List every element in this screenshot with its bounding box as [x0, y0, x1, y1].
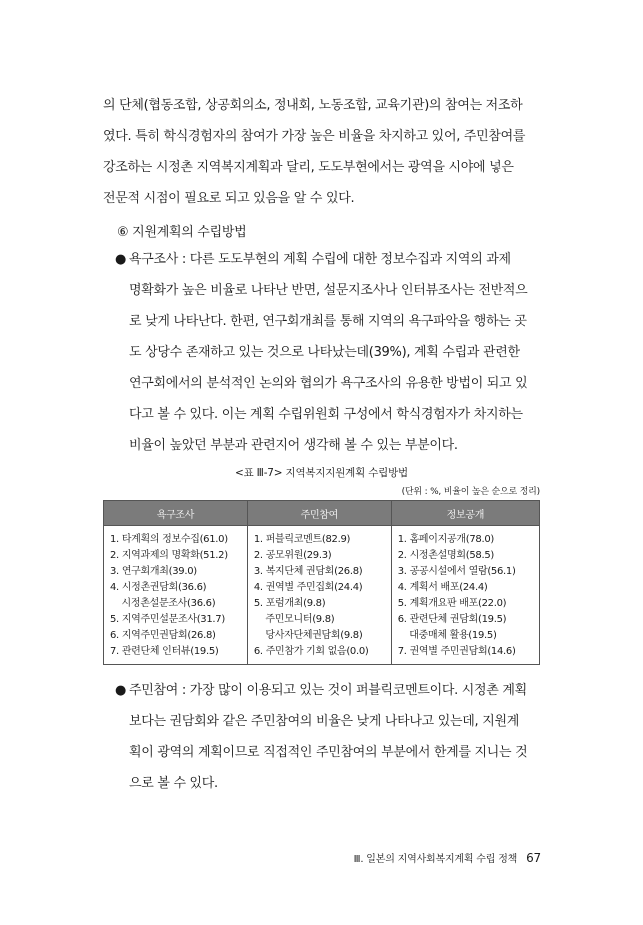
text-line: 로 낮게 나타난다. 한편, 연구회개최를 통해 지역의 욕구파악을 행하는 곳: [129, 314, 527, 329]
text-line: 명확화가 높은 비율로 나타난 반면, 설문지조사나 인터뷰조사는 전반적으: [129, 283, 528, 298]
text-line: 으로 볼 수 있다.: [129, 776, 218, 791]
list-item: 2. 지역과제의 명확화(51.2): [110, 550, 228, 561]
page-footer: [354, 850, 541, 865]
text-line: 연구회에서의 분석적인 논의와 협의가 욕구조사의 유용한 방법이 되고 있: [129, 376, 528, 391]
text-line: 주민참여 : 가장 많이 이용되고 있는 것이 퍼블릭코멘트이다. 시정촌 계획: [129, 683, 527, 698]
list-item: 2. 시정촌설명회(58.5): [397, 550, 494, 561]
list-item: 4. 시정촌권담회(36.6): [110, 582, 207, 593]
bullet-resident-participation: [115, 675, 545, 799]
list-item: 3. 공공시설에서 열람(56.1): [397, 566, 516, 577]
list-item: 7. 관련단체 인터뷰(19.5): [110, 646, 219, 657]
list-item: 6. 주민참가 기회 없음(0.0): [253, 646, 369, 657]
list-item: 3. 연구회개최(39.0): [110, 566, 197, 577]
text-line: 다고 볼 수 있다. 이는 계획 수립위원회 구성에서 학식경험자가 차지하는: [129, 407, 523, 422]
text-line: 획이 광역의 계획이므로 직접적인 주민참여의 부분에서 한계를 지니는 것: [129, 745, 528, 760]
text-line: 도 상당수 존재하고 있는 것으로 나타났는데(39%), 계획 수립과 관련한: [129, 345, 520, 360]
list-item: 대중매체 활용(19.5): [397, 630, 497, 641]
needs-survey-cell: [104, 526, 248, 665]
table-unit-note: (단위 : %, 비율이 높은 순으로 정리): [401, 487, 540, 497]
bullet-icon: ●: [115, 683, 127, 698]
resident-participation-cell: [247, 526, 391, 665]
list-item: 주민모니터(9.8): [253, 614, 335, 625]
header-needs-survey: 욕구조사: [104, 501, 248, 526]
list-item: 4. 계획서 배포(24.4): [397, 582, 488, 593]
chapter-title: Ⅲ. 일본의 지역사회복지계획 수립 정책: [353, 854, 518, 865]
section-subheading: ⑥ 지원계획의 수립방법: [117, 225, 247, 240]
list-item: 4. 권역별 주민집회(24.4): [253, 582, 363, 593]
bullet-needs-survey: [115, 244, 545, 461]
list-item: 5. 계획개요판 배포(22.0): [397, 598, 507, 609]
list-item: 2. 공모위원(29.3): [253, 550, 332, 561]
list-item: 3. 복지단체 권담회(26.8): [253, 566, 363, 577]
list-item: 5. 포럼개최(9.8): [253, 598, 326, 609]
text-line: 였다. 특히 학식경험자의 참여가 가장 높은 비율을 차지하고 있어, 주민참여를: [103, 129, 526, 144]
information-disclosure-cell: [391, 526, 539, 665]
list-item: 5. 지역주민설문조사(31.7): [110, 614, 225, 625]
list-item: 6. 지역주민권담회(26.8): [110, 630, 216, 641]
table-caption: <표 Ⅲ-7> 지역복지지원계획 수립방법: [235, 467, 408, 479]
text-line: 의 단체(협동조합, 상공회의소, 정내회, 노동조합, 교육기관)의 참여는 저조하: [103, 98, 523, 113]
list-item: 7. 권역별 주민권담회(14.6): [397, 646, 516, 657]
list-item: 당사자단체권담회(9.8): [253, 630, 363, 641]
list-item: 1. 퍼블릭코멘트(82.9): [253, 534, 351, 545]
planning-methods-table: [103, 500, 540, 665]
bullet-icon: ●: [115, 252, 127, 267]
text-line: 욕구조사 : 다른 도도부현의 계획 수립에 대한 정보수집과 지역의 과제: [129, 252, 511, 267]
intro-paragraph: [103, 90, 543, 214]
text-line: 전문적 시점이 필요로 되고 있음을 알 수 있다.: [103, 191, 355, 206]
text-line: 보다는 권담회와 같은 주민참여의 비율은 낮게 나타나고 있는데, 지원계: [129, 714, 519, 729]
text-line: 강조하는 시정촌 지역복지계획과 달리, 도도부현에서는 광역을 시야에 넣은: [103, 160, 514, 175]
text-line: 비율이 높았던 부분과 관련지어 생각해 볼 수 있는 부분이다.: [129, 438, 458, 453]
header-information-disclosure: 정보공개: [391, 501, 539, 526]
list-item: 시정촌설문조사(36.6): [110, 598, 216, 609]
page-number: 67: [526, 851, 541, 865]
header-resident-participation: 주민참여: [247, 501, 391, 526]
list-item: 6. 관련단체 권담회(19.5): [397, 614, 507, 625]
list-item: 1. 타계획의 정보수집(61.0): [110, 534, 228, 545]
list-item: 1. 홈페이지공개(78.0): [397, 534, 494, 545]
